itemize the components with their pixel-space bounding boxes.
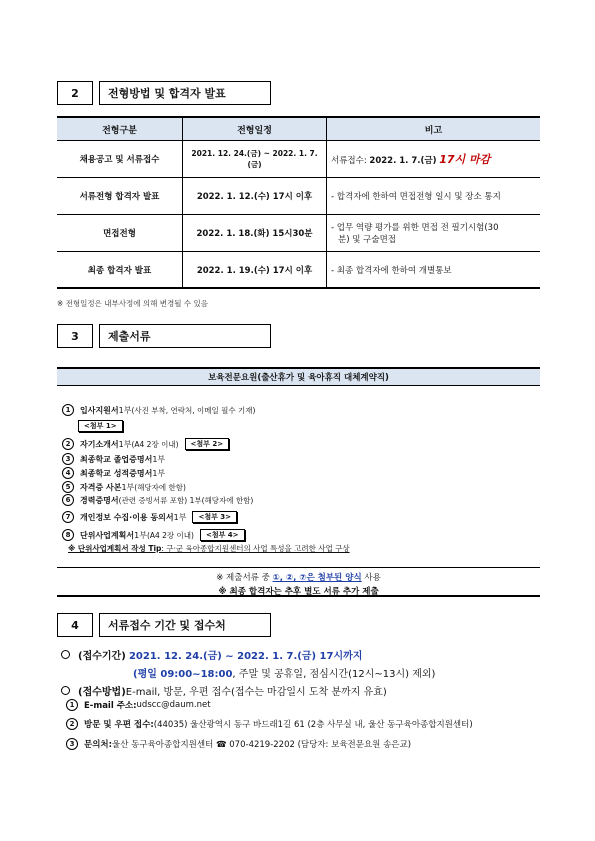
submission-note-box [57, 567, 540, 597]
item-note: (관련 증빙서류 포함) 1부(해당자에 한함) [118, 495, 254, 505]
contact-label: E-mail 주소: [84, 701, 137, 711]
stage-cell: 채용공고 및 서류접수 [57, 141, 183, 178]
attachment-tag: <첨부 3> [192, 511, 237, 523]
item-detail: 1부 [118, 405, 132, 415]
table-row [57, 178, 540, 215]
date-cell: 2022. 1. 12.(수) 17시 이후 [183, 178, 327, 215]
list-item [62, 438, 229, 450]
note-deadline-time: 17시 마감 [439, 153, 491, 166]
note-cell [327, 215, 541, 252]
hours-exclusion: , 주말 및 공휴일, 점심시간(12시~13시) 제외) [232, 669, 436, 680]
note-text: 사용 [361, 573, 381, 583]
item-name: 최종학교 성적증명서 [80, 468, 153, 478]
note-deadline: 2022. 1. 7.(금) [369, 156, 437, 166]
list-item [62, 404, 255, 416]
schedule-table [57, 116, 540, 289]
contact-value: (44035) 울산광역시 동구 바드래1길 61 (2층 사무실 내, 울산 동구육아종합지원센터) [153, 720, 473, 730]
list-item [62, 529, 245, 541]
method-line [61, 683, 387, 698]
note-line-1 [57, 571, 540, 583]
contact-label: 방문 및 우편 접수: [84, 720, 154, 730]
list-item [62, 453, 165, 465]
item-name: 개인정보 수집·이용 동의서 [80, 512, 174, 522]
note-line-2: ※ 최종 합격자는 추후 별도 서류 추가 제출 [218, 587, 379, 597]
date-cell: 2022. 1. 19.(수) 17시 이후 [183, 252, 327, 289]
item-name: 입사지원서 [80, 405, 119, 415]
contact-label: 문의처: [84, 740, 113, 750]
section-number: 3 [57, 324, 93, 348]
item-number: 3 [66, 738, 78, 750]
item-number: 2 [62, 438, 74, 450]
stage-cell: 면접전형 [57, 215, 183, 252]
item-name: 자격증 사본 [80, 482, 122, 492]
attachment-tag: <첨부 1> [78, 420, 123, 432]
section-number: 4 [57, 613, 93, 637]
item-number: 7 [62, 511, 74, 523]
item-number: 3 [62, 453, 74, 465]
period-line [61, 647, 362, 662]
section-number: 2 [57, 81, 93, 105]
item-number: 8 [62, 529, 74, 541]
item-note: (사진 부착, 연락처, 이메일 필수 기재) [131, 405, 256, 415]
item-detail: 1부 [118, 439, 132, 449]
item-detail: 1부 [152, 454, 166, 464]
item-note: (해당자에 한함) [134, 482, 186, 492]
table-row [57, 141, 540, 178]
tip-line [68, 543, 350, 554]
bullet-circle-icon [61, 686, 70, 695]
item-note: (A4 2장 이내) [146, 530, 194, 540]
tip-text: : 구·군 육아종합지원센터의 사업 특성을 고려한 사업 구상 [161, 544, 350, 553]
attachment-tag: <첨부 2> [185, 438, 230, 450]
note-cell [327, 141, 541, 178]
item-number: 4 [62, 467, 74, 479]
tip-label: ※ 단위사업계획서 작성 Tip [68, 544, 162, 553]
date-cell: 2022. 1. 18.(화) 15시30분 [183, 215, 327, 252]
contact-address [66, 718, 473, 730]
section-3-header [57, 323, 271, 349]
item-name: 경력증명서 [80, 495, 119, 505]
method-label: (접수방법) [78, 687, 126, 698]
item-name: 단위사업계획서 [80, 530, 135, 540]
note-cell: - 합격자에 한하여 면접전형 일시 및 장소 통지 [327, 178, 541, 215]
table-header-row [57, 117, 540, 141]
list-item [62, 494, 253, 506]
note-text: 서류접수: [331, 156, 370, 166]
schedule-footnote: ※ 전형일정은 내부사정에 의해 변경될 수 있음 [57, 299, 208, 308]
contact-email [66, 699, 211, 711]
note-text-continued: 분) 및 구술면접 [338, 235, 396, 245]
note-text: - 업무 역량 평가를 위한 면접 전 필기시험(30 [331, 223, 499, 233]
attachment-tag: <첨부 4> [200, 529, 245, 541]
section-4-header [57, 612, 271, 638]
column-header: 비고 [327, 117, 541, 141]
item-detail: 1부 [152, 468, 166, 478]
section-2-header [57, 80, 271, 106]
contact-value: 울산 동구육아종합지원센터 ☎ 070-4219-2202 (담당자: 보육전문요원 송은교) [112, 740, 412, 750]
column-header: 전형일정 [183, 117, 327, 141]
item-number: 1 [62, 404, 74, 416]
item-detail: 1부 [173, 512, 187, 522]
note-text: ※ 제출서류 중 [216, 573, 273, 583]
item-number: 5 [62, 481, 74, 493]
section-title: 서류접수 기간 및 접수처 [99, 613, 271, 637]
bullet-circle-icon [61, 650, 70, 659]
hours-weekday: (평일 09:00~18:00 [133, 669, 233, 680]
table-row [57, 215, 540, 252]
date-cell: 2021. 12. 24.(금) ~ 2022. 1. 7.(금) [183, 141, 327, 178]
stage-cell: 서류전형 합격자 발표 [57, 178, 183, 215]
method-value: E-mail, 방문, 우편 접수(접수는 마감일시 도착 분까지 유효) [125, 687, 387, 698]
section-title: 제출서류 [99, 324, 271, 348]
period-value: 2021. 12. 24.(금) ~ 2022. 1. 7.(금) 17시까지 [128, 651, 363, 662]
column-header: 전형구분 [57, 117, 183, 141]
item-name: 자기소개서 [80, 439, 119, 449]
item-number: 6 [62, 494, 74, 506]
item-detail: 1부 [134, 530, 147, 540]
list-item [62, 511, 237, 523]
note-highlight: ①, ②, ⑦은 첨부된 양식 [272, 573, 362, 583]
item-detail: 1부 [121, 482, 135, 492]
period-hours-line [133, 665, 435, 680]
contact-value: udscc@daum.net [136, 700, 211, 710]
note-cell: - 최종 합격자에 한하여 개별통보 [327, 252, 541, 289]
item-number: 2 [66, 718, 78, 730]
contact-phone [66, 738, 411, 750]
item-number: 1 [66, 699, 78, 711]
table-row [57, 252, 540, 289]
list-item [78, 420, 123, 432]
section-title: 전형방법 및 합격자 발표 [99, 81, 271, 105]
item-name: 최종학교 졸업증명서 [80, 454, 153, 464]
stage-cell: 최종 합격자 발표 [57, 252, 183, 289]
documents-header-bar: 보육전문요원(출산휴가 및 육아휴직 대체계약직) [57, 367, 540, 386]
list-item [62, 467, 165, 479]
period-label: (접수기간) [78, 651, 126, 662]
item-note: (A4 2장 이내) [131, 439, 179, 449]
list-item [62, 481, 186, 493]
